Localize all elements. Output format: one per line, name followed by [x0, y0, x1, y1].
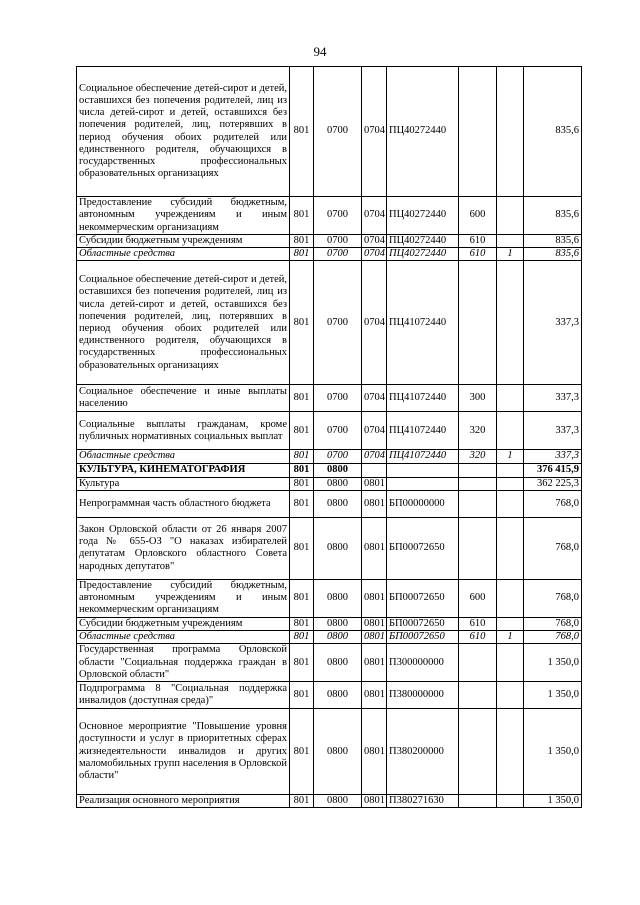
row-section-code: 0700: [314, 67, 362, 197]
row-section-code: 0800: [314, 617, 362, 630]
row-section-code: 0800: [314, 709, 362, 795]
row-subsection-code: 0704: [362, 248, 387, 261]
row-grbs-code: 801: [290, 644, 314, 682]
row-grbs-code: 801: [290, 248, 314, 261]
row-target-article: ПЦ40272440: [387, 197, 459, 235]
row-expense-type: [459, 261, 497, 385]
row-section-code: 0800: [314, 477, 362, 490]
page-number: 94: [313, 44, 327, 59]
row-grbs-code: 801: [290, 631, 314, 644]
row-section-code: 0800: [314, 682, 362, 709]
row-subsection-code: 0801: [362, 490, 387, 517]
row-amount: 337,3: [524, 261, 582, 385]
row-funding-source: [497, 617, 524, 630]
row-expense-type: [459, 795, 497, 808]
row-name: Социальное обеспечение и иные выплаты населению: [77, 385, 290, 412]
row-target-article: БП00072650: [387, 631, 459, 644]
row-target-article: БП00072650: [387, 579, 459, 617]
row-subsection-code: 0801: [362, 644, 387, 682]
table-row: [77, 579, 582, 617]
row-name: Социальное обеспечение детей-сирот и детей, оставшихся без попечения родителей, лиц из числа детей-сирот и детей, оставшихся без попечения родителей, лиц, потерявших в период обучения обоих родителей или единственного родителя, обучающихся в государственных профессиональных образовательных организациях: [77, 261, 290, 385]
row-expense-type: 610: [459, 617, 497, 630]
row-expense-type: 610: [459, 248, 497, 261]
row-funding-source: [497, 261, 524, 385]
row-section-code: 0700: [314, 248, 362, 261]
row-grbs-code: 801: [290, 385, 314, 412]
row-subsection-code: 0704: [362, 385, 387, 412]
row-section-code: 0800: [314, 795, 362, 808]
row-name: Предоставление субсидий бюджетным, автономным учреждениям и иным некоммерческим организациям: [77, 579, 290, 617]
row-section-code: 0700: [314, 412, 362, 450]
row-expense-type: [459, 67, 497, 197]
row-amount: 835,6: [524, 235, 582, 248]
row-name: Подпрограмма 8 "Социальная поддержка инвалидов (доступная среда)": [77, 682, 290, 709]
row-amount: 835,6: [524, 67, 582, 197]
row-subsection-code: 0704: [362, 197, 387, 235]
row-funding-source: [497, 197, 524, 235]
row-funding-source: [497, 235, 524, 248]
row-target-article: П380000000: [387, 682, 459, 709]
row-amount: 1 350,0: [524, 682, 582, 709]
row-section-code: 0700: [314, 261, 362, 385]
budget-table: [76, 66, 582, 808]
row-funding-source: 1: [497, 248, 524, 261]
row-section-code: 0700: [314, 197, 362, 235]
row-target-article: БП00072650: [387, 617, 459, 630]
row-expense-type: 610: [459, 631, 497, 644]
row-grbs-code: 801: [290, 709, 314, 795]
row-amount: 768,0: [524, 631, 582, 644]
row-expense-type: [459, 477, 497, 490]
row-target-article: ПЦ40272440: [387, 235, 459, 248]
row-name: Социальные выплаты гражданам, кроме публичных нормативных социальных выплат: [77, 412, 290, 450]
row-subsection-code: 0704: [362, 412, 387, 450]
row-funding-source: 1: [497, 631, 524, 644]
row-section-code: 0700: [314, 450, 362, 463]
row-section-code: 0700: [314, 385, 362, 412]
row-subsection-code: 0801: [362, 617, 387, 630]
row-target-article: ПЦ40272440: [387, 67, 459, 197]
row-funding-source: 1: [497, 450, 524, 463]
row-amount: 1 350,0: [524, 709, 582, 795]
row-grbs-code: 801: [290, 261, 314, 385]
row-section-code: 0800: [314, 631, 362, 644]
row-name: Культура: [77, 477, 290, 490]
table-row: [77, 261, 582, 385]
table-row: [77, 248, 582, 261]
row-subsection-code: 0801: [362, 709, 387, 795]
row-amount: 835,6: [524, 248, 582, 261]
row-funding-source: [497, 477, 524, 490]
table-row: [77, 197, 582, 235]
table-row: [77, 682, 582, 709]
row-grbs-code: 801: [290, 197, 314, 235]
row-expense-type: 320: [459, 412, 497, 450]
table-row: [77, 235, 582, 248]
table-row: [77, 795, 582, 808]
row-funding-source: [497, 644, 524, 682]
row-amount: 1 350,0: [524, 795, 582, 808]
row-grbs-code: 801: [290, 67, 314, 197]
row-subsection-code: 0704: [362, 450, 387, 463]
row-amount: 768,0: [524, 517, 582, 579]
row-name: Субсидии бюджетным учреждениям: [77, 235, 290, 248]
row-amount: 337,3: [524, 385, 582, 412]
row-target-article: П380200000: [387, 709, 459, 795]
row-funding-source: [497, 517, 524, 579]
row-name: Реализация основного мероприятия: [77, 795, 290, 808]
row-subsection-code: 0801: [362, 795, 387, 808]
row-amount: 768,0: [524, 617, 582, 630]
row-expense-type: 600: [459, 579, 497, 617]
row-funding-source: [497, 795, 524, 808]
row-expense-type: [459, 644, 497, 682]
row-name: Субсидии бюджетным учреждениям: [77, 617, 290, 630]
row-amount: 768,0: [524, 490, 582, 517]
row-grbs-code: 801: [290, 795, 314, 808]
row-section-code: 0800: [314, 644, 362, 682]
row-grbs-code: 801: [290, 682, 314, 709]
row-target-article: ПЦ40272440: [387, 248, 459, 261]
row-target-article: БП00000000: [387, 490, 459, 517]
row-section-code: 0800: [314, 579, 362, 617]
row-section-code: 0800: [314, 490, 362, 517]
row-target-article: [387, 477, 459, 490]
table-row: [77, 517, 582, 579]
row-subsection-code: 0801: [362, 579, 387, 617]
row-expense-type: [459, 463, 497, 477]
row-section-code: 0800: [314, 463, 362, 477]
row-funding-source: [497, 67, 524, 197]
row-amount: 337,3: [524, 450, 582, 463]
row-funding-source: [497, 490, 524, 517]
row-expense-type: 320: [459, 450, 497, 463]
row-funding-source: [497, 579, 524, 617]
row-grbs-code: 801: [290, 450, 314, 463]
row-expense-type: 300: [459, 385, 497, 412]
row-name: Социальное обеспечение детей-сирот и детей, оставшихся без попечения родителей, лиц из числа детей-сирот и детей, оставшихся без попечения родителей, лиц, потерявших в период обучения обоих родителей или единственного родителя, обучающихся в государственных профессиональных образовательных организациях: [77, 67, 290, 197]
row-grbs-code: 801: [290, 463, 314, 477]
row-target-article: ПЦ41072440: [387, 412, 459, 450]
row-name: Предоставление субсидий бюджетным, автономным учреждениям и иным некоммерческим организациям: [77, 197, 290, 235]
table-row: [77, 617, 582, 630]
row-grbs-code: 801: [290, 579, 314, 617]
table-row: [77, 490, 582, 517]
row-amount: 835,6: [524, 197, 582, 235]
row-name: Областные средства: [77, 248, 290, 261]
row-amount: 376 415,9: [524, 463, 582, 477]
row-name: Непрограммная часть областного бюджета: [77, 490, 290, 517]
row-funding-source: [497, 385, 524, 412]
row-target-article: П380271630: [387, 795, 459, 808]
row-expense-type: 600: [459, 197, 497, 235]
row-target-article: ПЦ41072440: [387, 450, 459, 463]
row-expense-type: [459, 709, 497, 795]
row-subsection-code: 0801: [362, 682, 387, 709]
row-subsection-code: 0704: [362, 235, 387, 248]
row-amount: 1 350,0: [524, 644, 582, 682]
row-grbs-code: 801: [290, 235, 314, 248]
row-grbs-code: 801: [290, 517, 314, 579]
row-name: Государственная программа Орловской области "Социальная поддержка граждан в Орловской области": [77, 644, 290, 682]
table-row: [77, 450, 582, 463]
row-amount: 362 225,3: [524, 477, 582, 490]
row-target-article: БП00072650: [387, 517, 459, 579]
row-subsection-code: 0801: [362, 517, 387, 579]
table-row: [77, 385, 582, 412]
table-row: [77, 67, 582, 197]
row-subsection-code: 0704: [362, 261, 387, 385]
row-expense-type: [459, 490, 497, 517]
row-name: Областные средства: [77, 450, 290, 463]
row-subsection-code: 0801: [362, 631, 387, 644]
row-funding-source: [497, 463, 524, 477]
row-subsection-code: 0801: [362, 477, 387, 490]
row-target-article: ПЦ41072440: [387, 261, 459, 385]
row-grbs-code: 801: [290, 490, 314, 517]
row-expense-type: [459, 517, 497, 579]
row-amount: 768,0: [524, 579, 582, 617]
table-row: [77, 477, 582, 490]
row-target-article: ПЦ41072440: [387, 385, 459, 412]
row-name: Областные средства: [77, 631, 290, 644]
row-name: КУЛЬТУРА, КИНЕМАТОГРАФИЯ: [77, 463, 290, 477]
row-name: Закон Орловской области от 26 января 2007 года № 655-ОЗ "О наказах избирателей депутатам Орловского областного Совета народных депутатов": [77, 517, 290, 579]
row-grbs-code: 801: [290, 477, 314, 490]
row-target-article: П300000000: [387, 644, 459, 682]
row-grbs-code: 801: [290, 617, 314, 630]
row-funding-source: [497, 682, 524, 709]
row-target-article: [387, 463, 459, 477]
row-section-code: 0800: [314, 517, 362, 579]
row-subsection-code: [362, 463, 387, 477]
row-subsection-code: 0704: [362, 67, 387, 197]
table-row: [77, 631, 582, 644]
table-row: [77, 709, 582, 795]
table-row: [77, 644, 582, 682]
row-amount: 337,3: [524, 412, 582, 450]
table-row: [77, 412, 582, 450]
table-row: [77, 463, 582, 477]
row-funding-source: [497, 709, 524, 795]
row-grbs-code: 801: [290, 412, 314, 450]
row-section-code: 0700: [314, 235, 362, 248]
row-expense-type: [459, 682, 497, 709]
row-name: Основное мероприятие "Повышение уровня доступности и услуг в приоритетных сферах жизнедеятельности инвалидов и других маломобильных групп населения в Орловской области": [77, 709, 290, 795]
row-funding-source: [497, 412, 524, 450]
row-expense-type: 610: [459, 235, 497, 248]
